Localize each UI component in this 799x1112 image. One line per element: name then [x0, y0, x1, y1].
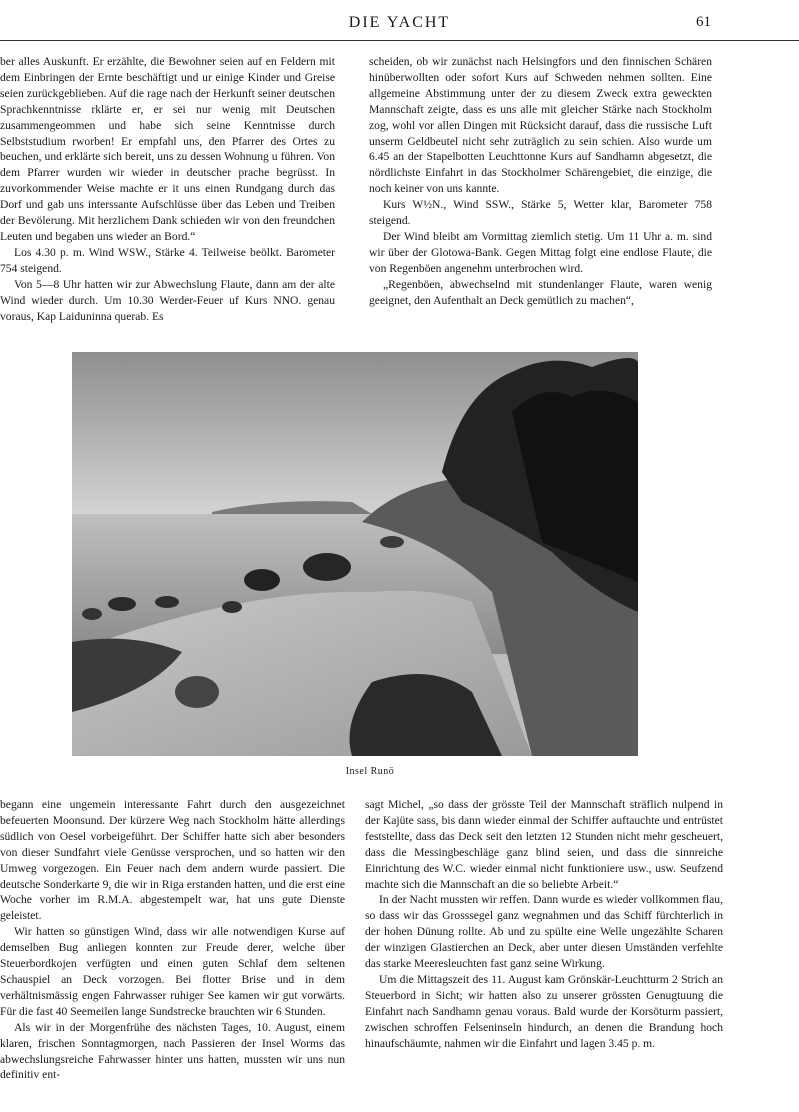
page-number: 61 — [696, 14, 711, 30]
paragraph: Als wir in der Morgenfrühe des nächsten Tages, 10. August, einem klaren, frischen Sonntagmorgen, nach Passieren der Insel Worms das abwechslungsreiche Fahrwasser hinter uns hatten, mussten wir uns nun definitiv ent- — [0, 1020, 345, 1082]
header-rule — [0, 40, 799, 41]
paragraph: In der Nacht mussten wir reffen. Dann wurde es wieder vollkommen flau, so dass wir das Grosssegel ganz wegnahmen und das Schiff fürchterlich in der hohen Dünung rollte. Ab und zu spülte eine Welle ungezählte Scharen der winzigen Glastierchen an Deck, aber unter diesen Umständen verfehlte das starke Meeresleuchten fast ganz seine Wirkung. — [365, 893, 723, 971]
paragraph: Der Wind bleibt am Vormittag ziemlich stetig. Um 11 Uhr a. m. sind wir über der Glotowa-Bank. Gegen Mittag folgt eine endlose Flaute, die von Regenböen angenehm unterbrochen wird. — [369, 229, 712, 275]
column-top-left — [0, 54, 335, 324]
paragraph: sagt Michel, „so dass der grösste Teil der Mannschaft sträflich nulpend in der Kajüte sass, bis dann wieder einmal der Schiffer auftauchte und entrüstet feststellte, dass das Deck seit den letzten 12 Stunden nicht mehr gescheuert, dass die Messingbeschläge ganz blind seien, und dass die sinnreiche Einrichtung des W.C. wieder einmal nicht funktioniere usw., usw. Seufzend machte sich die Mannschaft an die so beliebte Arbeit.“ — [365, 798, 723, 891]
paragraph: Kurs W½N., Wind SSW., Stärke 5, Wetter klar, Barometer 758 steigend. — [369, 198, 712, 228]
journal-title: DIE YACHT — [348, 14, 451, 31]
column-top-right — [369, 54, 712, 309]
column-bottom-right — [365, 797, 723, 1052]
paragraph: Wir hatten so günstigen Wind, dass wir alle notwendigen Kurse auf demselben Bug anliegen konnten zur Freude derer, welche über Steuerbordkojen verfügten und einen guten Schlaf dem seltenen Schauspiel an Deck vorzogen. Bei flotter Brise und in dem verhältnismässig engen Fahrwasser ruhiger See kamen wir gut vorwärts. Für die fast 40 Seemeilen lange Sundstrecke brauchten wir 6 Stunden. — [0, 925, 345, 1018]
column-bottom-left — [0, 797, 345, 1083]
paragraph: ber alles Auskunft. Er erzählte, die Bewohner seien auf en Feldern mit dem Einbringen der Ernte beschäftigt und ur einige Kinder und Greise seien zurückgeblieben. Auf die rage nach der Herkunft seiner deutschen Sprachkenntnisse rklärte er, er sei nur wenig mit Deutschen zusammengeommen und habe sich seine Kenntnisse durch Selbststudium rworben! Er empfahl uns, den Pfarrer des Ortes zu beuchen, und erklärte sich bereit, uns zu dessen Wohnung u führen. Von dem Pfarrer wurden wir wieder in deutscher prache begrüsst. In zuvorkommender Weise machte er it uns einen Rundgang durch das Dorf und gab uns interssante Aufschlüsse über das Leben und Treiben der Bevölerung. Mit herzlichem Dank schieden wir von den freundchen Leuten und begaben uns wieder an Bord.“ — [0, 55, 335, 243]
paragraph: „Regenböen, abwechselnd mit stundenlanger Flaute, waren wenig geeignet, den Aufenthalt an Deck gemütlich zu machen“, — [369, 277, 712, 307]
paragraph: Los 4.30 p. m. Wind WSW., Stärke 4. Teilweise beölkt. Barometer 754 steigend. — [0, 245, 335, 275]
paragraph: scheiden, ob wir zunächst nach Helsingfors und den finnischen Schären hinüberwollten oder sofort Kurs auf Schweden nehmen sollten. Eine allgemeine Abstimmung unter der zu diesem Zweck extra geweckten Mannschaft zeigte, dass es uns alle mit gleicher Stärke nach Stockholm zog, wohl vor allen Dingen mit Rücksicht darauf, dass die russische Luft unserm Geldbeutel nicht sehr zuträglich zu sein schien. Also wurde um 6.45 an der Stapelbotten Leuchttonne Kurs auf Sandhamn abgesetzt, die nördlichste Einfahrt in das Stockholmer Schärengebiet, die einzige, die noch keiner von uns kannte. — [369, 55, 712, 196]
photo-caption: Insel Runö — [345, 766, 395, 777]
coast-photograph — [72, 352, 638, 756]
paragraph: Um die Mittagszeit des 11. August kam Grönskär-Leuchtturm 2 Strich an Steuerbord in Sicht; wir hatten also zu unserer grössten Genugtuung die Einfahrt nach Sandhamn genau voraus. Bald wurde der Korsöturm passiert, zwischen schroffen Felseninseln hindurch, an denen die Brandung hoch hinaufschäumte, nahmen wir die Einfahrt und lagen 3.45 p. m. — [365, 972, 723, 1050]
paragraph: Von 5—8 Uhr hatten wir zur Abwechslung Flaute, dann am der alte Wind wieder durch. Um 10.30 Werder-Feuer uf Kurs NNO. genau voraus, Kap Laiduninna querab. Es — [0, 277, 335, 323]
page-header — [0, 12, 799, 38]
paragraph: begann eine ungemein interessante Fahrt durch den ausgezeichnet befeuerten Moonsund. Der kürzere Weg nach Stockholm hätte allerdings südlich von Oesel vorbeigeführt. Der Schiffer hatte sich aber besonders von dieser Sundfahrt viele Genüsse versprochen, und so hatten wir den Umweg vorgezogen. Ein Feuer nach dem andern wurde passiert. Die deutsche Sonderkarte 9, die wir in Riga erstanden hatten, und die erst eine Woche vorher im R.M.A. abgestempelt war, hat uns gute Dienste geleistet. — [0, 798, 345, 923]
